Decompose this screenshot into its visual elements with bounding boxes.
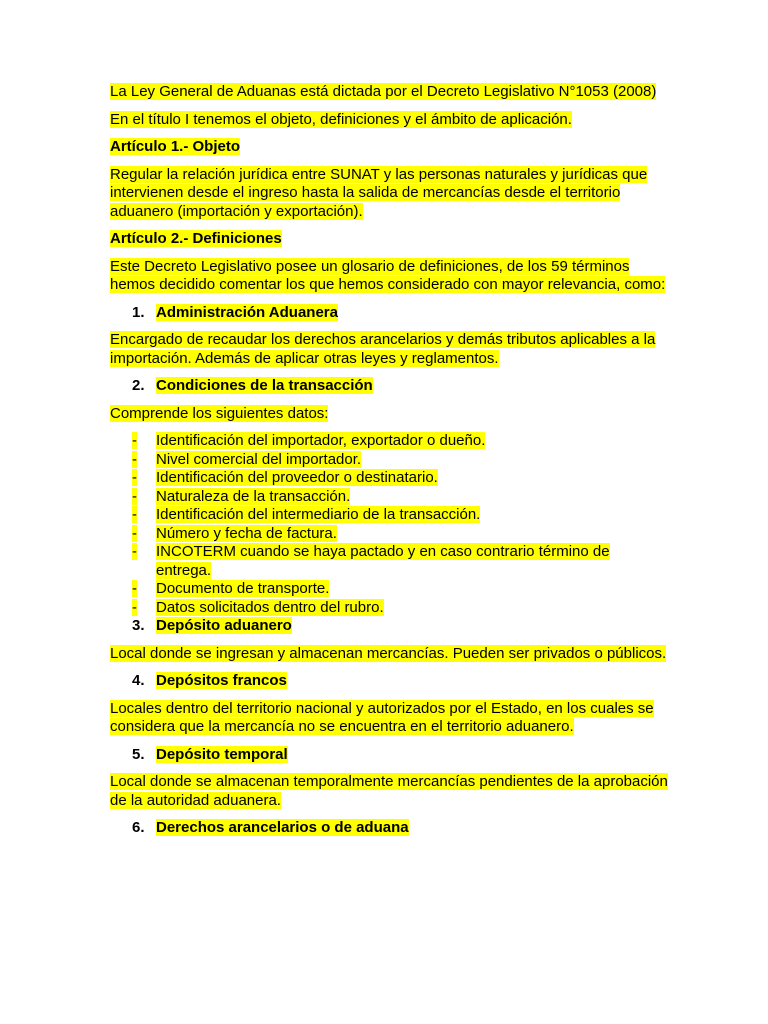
- bullet-marker: -: [132, 487, 137, 505]
- definition-number: 2.: [132, 377, 145, 394]
- article-1-heading: Artículo 1.- Objeto: [110, 138, 241, 155]
- definition-number: 6.: [132, 819, 145, 836]
- article-2-heading: Artículo 2.- Definiciones: [110, 230, 282, 247]
- definition-heading-3: [132, 617, 668, 636]
- bullet-marker: -: [132, 543, 137, 560]
- bullet-marker: -: [132, 598, 137, 616]
- definition-heading-2: [132, 377, 668, 396]
- bullet-marker: -: [132, 469, 137, 486]
- definition-title: Derechos arancelarios o de aduana: [156, 819, 409, 836]
- transaction-conditions-list: [110, 432, 668, 617]
- list-item: - Identificación del intermediario de la transacción.: [132, 506, 481, 523]
- definition-title: Depósitos francos: [156, 672, 287, 689]
- definition-text-2: Comprende los siguientes datos:: [110, 404, 329, 422]
- definition-text-1: Encargado de recaudar los derechos arancelarios y demás tributos aplicables a la importación. Además de aplicar otras leyes y reglamentos.: [110, 331, 656, 367]
- definition-text-3: Local donde se ingresan y almacenan mercancías. Pueden ser privados o públicos.: [110, 644, 667, 662]
- article-2-text: Este Decreto Legislativo posee un glosario de definiciones, de los 59 términos hemos decidido comentar los que hemos considerado con mayor relevancia, como:: [110, 257, 666, 293]
- list-item: - Número y fecha de factura.: [132, 524, 337, 542]
- bullet-marker: -: [132, 432, 137, 449]
- list-item: - Documento de transporte.: [132, 580, 330, 597]
- title-paragraph: En el título I tenemos el objeto, definiciones y el ámbito de aplicación.: [110, 110, 572, 128]
- list-item: - Nivel comercial del importador.: [132, 450, 362, 468]
- list-item: - Identificación del importador, exportador o dueño.: [132, 432, 486, 449]
- definition-number: 1.: [132, 303, 145, 321]
- list-item: - Identificación del proveedor o destinatario.: [132, 469, 438, 486]
- definition-heading-4: [132, 672, 668, 691]
- definition-heading-1: [132, 304, 668, 323]
- definition-heading-6: [132, 819, 668, 838]
- intro-paragraph: La Ley General de Aduanas está dictada por el Decreto Legislativo N°1053 (2008): [110, 83, 657, 100]
- definition-number: 5.: [132, 745, 145, 763]
- list-item: - Naturaleza de la transacción.: [132, 487, 351, 505]
- list-item: - INCOTERM cuando se haya pactado y en caso contrario término de entrega.: [132, 543, 610, 579]
- bullet-marker: -: [132, 580, 137, 597]
- article-1-text: Regular la relación jurídica entre SUNAT y las personas naturales y jurídicas que intervienen desde el ingreso hasta la salida de mercancías desde el territorio aduanero (importación y exportación).: [110, 165, 648, 220]
- list-item: - Datos solicitados dentro del rubro.: [132, 598, 384, 616]
- bullet-marker: -: [132, 524, 137, 542]
- definition-number: 4.: [132, 672, 145, 689]
- definition-heading-5: [132, 746, 668, 765]
- definition-title: Administración Aduanera: [156, 303, 338, 321]
- definition-number: 3.: [132, 617, 145, 634]
- definition-title: Depósito aduanero: [156, 617, 292, 634]
- bullet-marker: -: [132, 506, 137, 523]
- definition-title: Condiciones de la transacción: [156, 377, 373, 394]
- definition-title: Depósito temporal: [156, 745, 288, 763]
- definition-text-5: Local donde se almacenan temporalmente mercancías pendientes de la aprobación de la autoridad aduanera.: [110, 773, 668, 809]
- definition-text-4: Locales dentro del territorio nacional y autorizados por el Estado, en los cuales se considera que la mercancía no se encuentra en el territorio aduanero.: [110, 699, 654, 735]
- bullet-marker: -: [132, 450, 137, 468]
